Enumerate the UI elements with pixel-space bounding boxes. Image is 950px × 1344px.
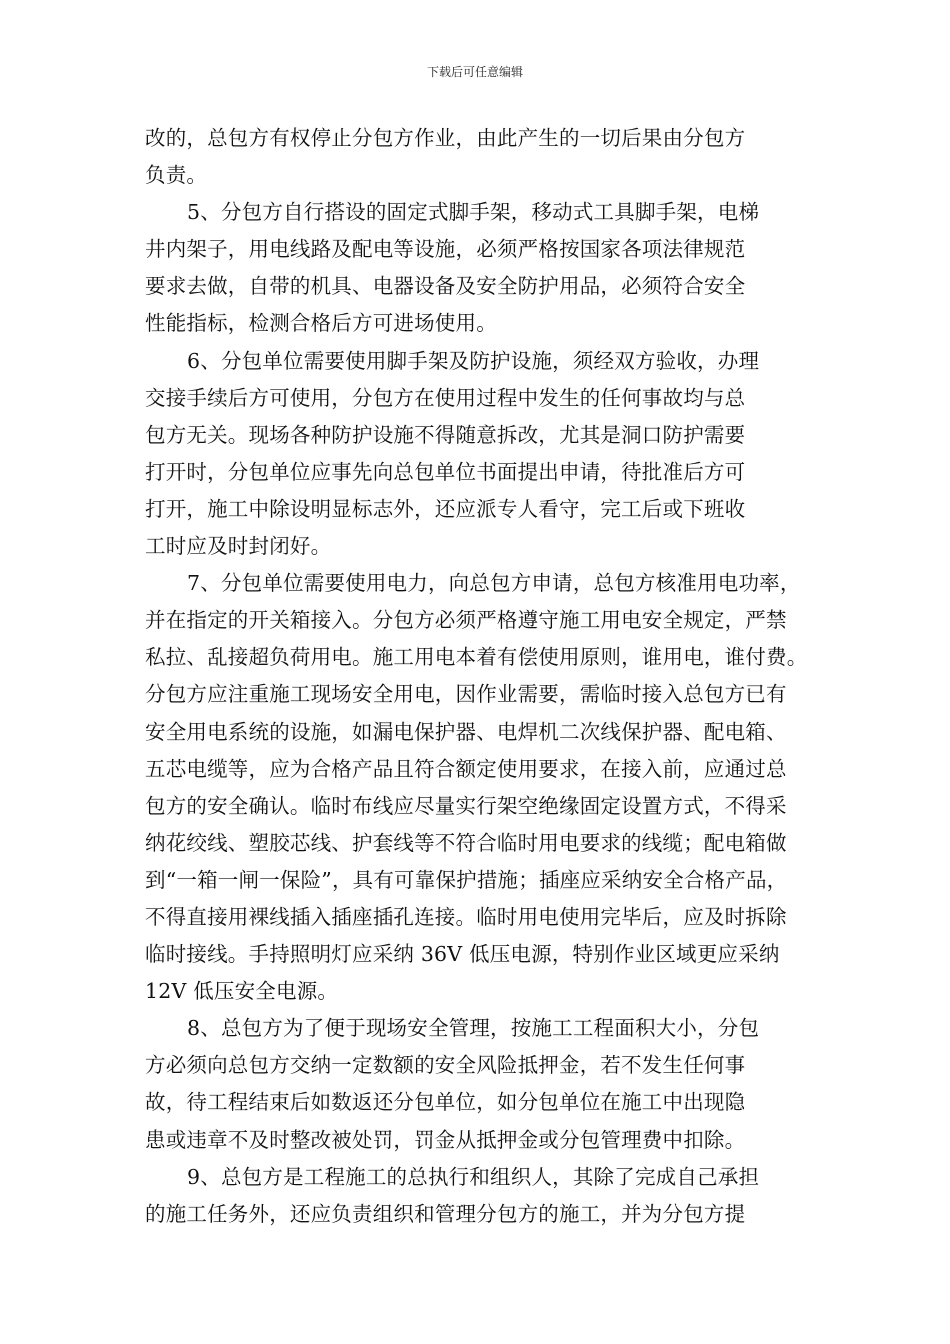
text-line: 打开时，分包单位应事先向总包单位书面提出申请，待批准后方可	[145, 459, 746, 484]
text-line: 患或违章不及时整改被处罚，罚金从抵押金或分包管理费中扣除。	[145, 1127, 746, 1152]
text-line: 性能指标，检测合格后方可进场使用。	[145, 311, 497, 336]
text-line: 五芯电缆等，应为合格产品且符合额定使用要求，在接入前，应通过总	[145, 756, 787, 781]
text-line: 12V 低压安全电源。	[145, 979, 339, 1004]
text-line: 不得直接用裸线插入插座插孔连接。临时用电使用完毕后，应及时拆除	[145, 904, 787, 929]
paragraph-start-line: 7、分包单位需要使用电力，向总包方申请，总包方核准用电功率，	[187, 571, 801, 596]
page-header: 下载后可任意编辑	[426, 65, 523, 79]
text-line: 分包方应注重施工现场安全用电，因作业需要，需临时接入总包方已有	[145, 682, 787, 707]
paragraph-start-line: 8、总包方为了便于现场安全管理，按施工工程面积大小，分包	[187, 1016, 760, 1041]
text-line: 并在指定的开关箱接入。分包方必须严格遵守施工用电安全规定，严禁	[145, 608, 787, 633]
text-line: 工时应及时封闭好。	[145, 534, 332, 559]
text-line: 包方无关。现场各种防护设施不得随意拆改，尤其是洞口防护需要	[145, 422, 746, 447]
text-line: 改的，总包方有权停止分包方作业，由此产生的一切后果由分包方	[145, 126, 746, 150]
text-line: 临时接线。手持照明灯应采纳 36V 低压电源，特别作业区域更应采纳	[145, 942, 780, 967]
text-line: 私拉、乱接超负荷用电。施工用电本着有偿使用原则，谁用电，谁付费。	[145, 645, 808, 670]
text-line: 方必须向总包方交纳一定数额的安全风险抵押金，若不发生任何事	[145, 1053, 746, 1078]
text-line: 包方的安全确认。临时布线应尽量实行架空绝缘固定设置方式，不得采	[145, 793, 787, 818]
body-text	[145, 120, 865, 1233]
paragraph-start-line: 9、总包方是工程施工的总执行和组织人，其除了完成自己承担	[187, 1164, 760, 1189]
text-line: 交接手续后方可使用，分包方在使用过程中发生的任何事故均与总	[145, 385, 746, 410]
text-line: 安全用电系统的设施，如漏电保护器、电焊机二次线保护器、配电箱、	[145, 719, 787, 744]
text-line: 故，待工程结束后如数返还分包单位，如分包单位在施工中出现隐	[145, 1090, 746, 1115]
text-line: 负责。	[145, 163, 208, 188]
text-line: 到“一箱一闸一保险”，具有可靠保护措施；插座应采纳安全合格产品，	[145, 867, 788, 892]
paragraph-start-line: 6、分包单位需要使用脚手架及防护设施，须经双方验收，办理	[187, 348, 760, 373]
text-line: 打开，施工中除设明显标志外，还应派专人看守，完工后或下班收	[145, 496, 746, 521]
text-line: 的施工任务外，还应负责组织和管理分包方的施工，并为分包方提	[145, 1201, 746, 1226]
text-line: 纳花绞线、塑胶芯线、护套线等不符合临时用电要求的线缆；配电箱做	[145, 830, 787, 855]
paragraph-start-line: 5、分包方自行搭设的固定式脚手架，移动式工具脚手架，电梯	[187, 200, 760, 225]
text-line: 要求去做，自带的机具、电器设备及安全防护用品，必须符合安全	[145, 274, 746, 299]
text-line: 井内架子，用电线路及配电等设施，必须严格按国家各项法律规范	[145, 237, 746, 262]
